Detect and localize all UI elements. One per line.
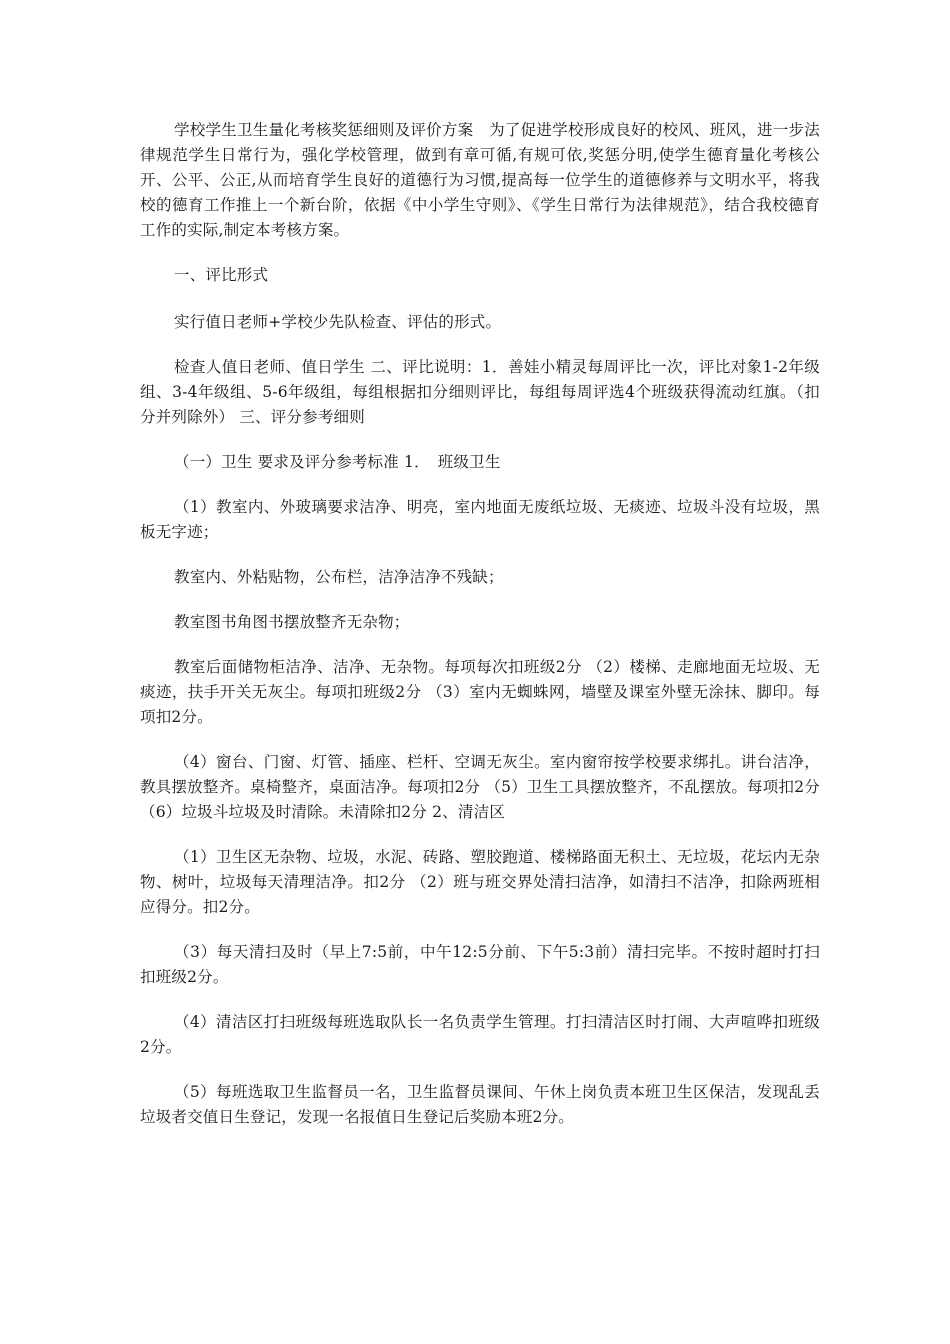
paragraph-evaluation-explanation: 检查人值日老师、值日学生 二、评比说明：1．善娃小精灵每周评比一次，评比对象1-2年级组、3-4年级组、5-6年级组，每组根据扣分细则评比，每组每周评选4个班级获得流动红旗。（扣分并列除外） 三、评分参考细则 [140,358,820,426]
paragraph-storage: 教室后面储物柜洁净、洁净、无杂物。每项每次扣班级2分 （2）楼梯、走廊地面无垃圾、无痰迹，扶手开关无灰尘。每项扣班级2分 （3）室内无蜘蛛网，墙壁及课室外壁无涂抹、脚印。每项扣2分。 [140,658,820,726]
paragraph-item-1: （1）教室内、外玻璃要求洁净、明亮，室内地面无废纸垃圾、无痰迹、垃圾斗没有垃圾，黑板无字迹； [140,498,820,541]
paragraph-clean-area-5: （5）每班选取卫生监督员一名，卫生监督员课间、午休上岗负责本班卫生区保洁，发现乱丢垃圾者交值日生登记，发现一名报值日生登记后奖励本班2分。 [140,1083,820,1126]
paragraph-evaluation-form: 实行值日老师+学校少先队检查、评估的形式。 [174,313,502,331]
paragraph-clean-area-3: （3）每天清扫及时（早上7:5前，中午12:5分前、下午5:3前）清扫完毕。不按时超时打扫扣班级2分。 [140,943,820,986]
paragraph-postings: 教室内、外粘贴物，公布栏，洁净洁净不残缺； [174,568,504,586]
paragraph-clean-area-1: （1）卫生区无杂物、垃圾，水泥、砖路、塑胶跑道、楼梯路面无积土、无垃圾，花坛内无杂物、树叶，垃圾每天清理洁净。扣2分 （2）班与班交界处清扫洁净，如清扫不洁净，扣除两班相应得分。扣2分。 [140,848,820,916]
document-body [140,118,820,1150]
paragraph-clean-area-4: （4）清洁区打扫班级每班选取队长一名负责学生管理。打扫清洁区时打闹、大声喧哗扣班级2分。 [140,1013,820,1056]
paragraph-book-corner: 教室图书角图书摆放整齐无杂物； [174,613,410,631]
section-heading-evaluation-form: 一、评比形式 [174,266,269,284]
paragraph-item-4: （4）窗台、门窗、灯管、插座、栏杆、空调无灰尘。室内窗帘按学校要求绑扎。讲台洁净，教具摆放整齐。桌椅整齐，桌面洁净。每项扣2分 （5）卫生工具摆放整齐，不乱摆放。每项扣2分 （6）垃圾斗垃圾及时清除。未清除扣2分 2、清洁区 [140,753,820,821]
intro-paragraph: 学校学生卫生量化考核奖惩细则及评价方案 为了促进学校形成良好的校风、班风，进一步法律规范学生日常行为，强化学校管理，做到有章可循,有规可依,奖惩分明,使学生德育量化考核公开、公平、公正,从而培育学生良好的道德行为习惯,提高每一位学生的道德修养与文明水平，将我校的德育工作推上一个新台阶，依据《中小学生守则》、《学生日常行为法律规范》，结合我校德育工作的实际,制定本考核方案。 [140,121,820,239]
subheading-hygiene: （一）卫生 要求及评分参考标准 1． 班级卫生 [174,453,501,471]
